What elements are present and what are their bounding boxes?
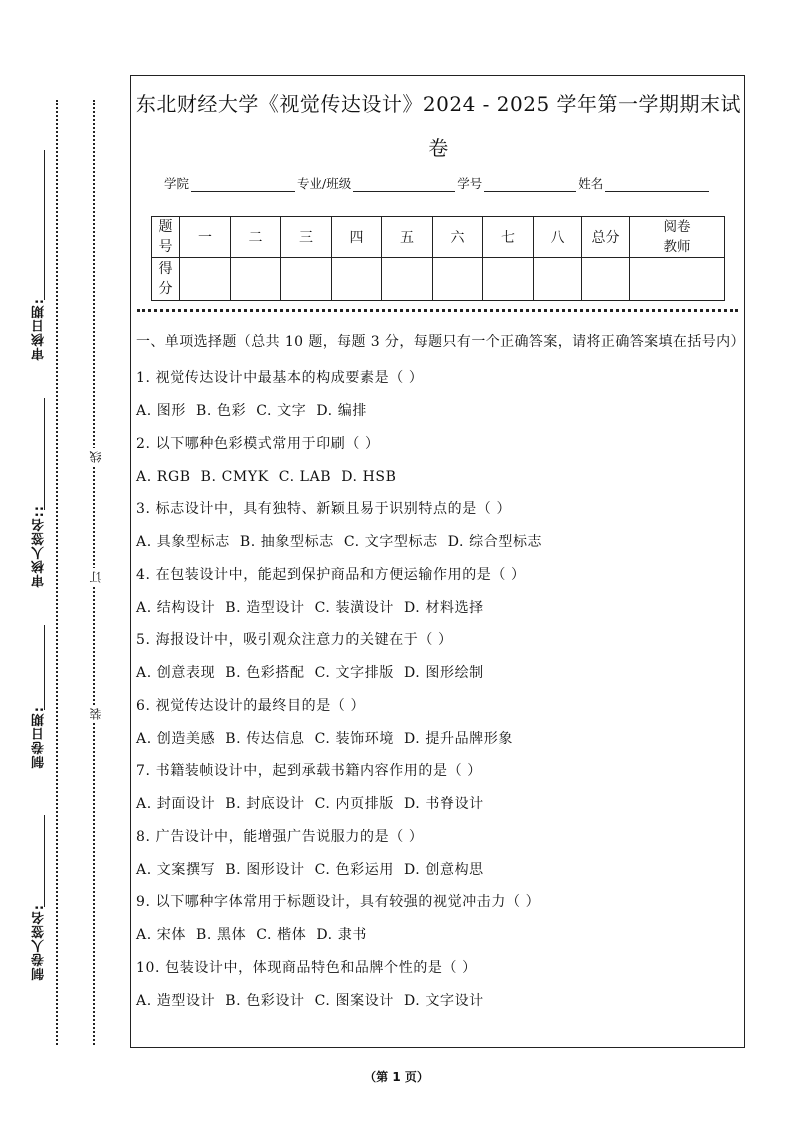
option-text: C. 内页排版 xyxy=(314,796,394,812)
page-number: （第 1 页） xyxy=(364,1070,429,1084)
option-text: D. 提升品牌形象 xyxy=(403,730,513,747)
option-text: B. CMYK xyxy=(200,468,269,485)
reviewer-signature-blank xyxy=(44,398,45,510)
review-date-label: 审核日期: xyxy=(32,298,47,361)
option-text: A. 具象型标志 xyxy=(136,534,230,550)
question-stem: 2. 以下哪种色彩模式常用于印刷（ ） xyxy=(136,435,380,452)
option-text: A. 创造美感 xyxy=(136,730,216,747)
option-text: D. 综合型标志 xyxy=(447,534,543,550)
question-options xyxy=(136,723,742,756)
question-options xyxy=(136,657,742,690)
field-label-name: 姓名 xyxy=(578,176,604,191)
col-header: 三 xyxy=(281,217,332,258)
question-stem: 5. 海报设计中，吸引观众注意力的关键在于（ ） xyxy=(136,632,453,648)
question-stem: 9. 以下哪种字体常用于标题设计，具有较强的视觉冲击力（ ） xyxy=(136,894,541,910)
option-text: A. 文案撰写 xyxy=(136,861,216,878)
question-options xyxy=(136,592,742,625)
col-header: 五 xyxy=(382,217,433,258)
question-options xyxy=(136,395,742,428)
score-cell[interactable] xyxy=(483,258,534,301)
option-text: B. 黑体 xyxy=(196,927,247,943)
option-text: D. 创意构思 xyxy=(403,861,484,878)
option-text: D. 图形绘制 xyxy=(403,665,484,681)
option-text: B. 抽象型标志 xyxy=(239,534,334,550)
option-text: A. 宋体 xyxy=(136,927,187,943)
option-text: A. 造型设计 xyxy=(136,992,216,1009)
grading-teacher-label: 阅卷 教师 xyxy=(630,217,725,258)
field-blank-college[interactable] xyxy=(191,177,295,192)
section-heading: 一、单项选择题（总共 10 题，每题 3 分，每题只有一个正确答案，请将正确答案填在括号内） xyxy=(136,334,745,350)
field-label-student-id: 学号 xyxy=(457,176,483,191)
option-text: C. 文字排版 xyxy=(314,665,394,681)
question-stem: 10. 包装设计中，体现商品特色和品牌个性的是（ ） xyxy=(136,959,477,976)
option-text: C. 装潢设计 xyxy=(314,599,394,616)
col-header: 二 xyxy=(231,217,281,258)
option-text: D. 书脊设计 xyxy=(403,796,484,812)
col-header: 六 xyxy=(433,217,483,258)
option-text: D. 隶书 xyxy=(316,927,367,943)
question-stem: 7. 书籍装帧设计中，起到承载书籍内容作用的是（ ） xyxy=(136,763,482,779)
option-text: D. 文字设计 xyxy=(403,992,484,1009)
student-info-row xyxy=(164,174,711,192)
binding-char-line: 线 xyxy=(87,448,101,466)
option-text: A. 结构设计 xyxy=(136,599,216,616)
option-text: B. 造型设计 xyxy=(225,599,305,616)
field-blank-student-id[interactable] xyxy=(484,177,576,192)
option-text: B. 图形设计 xyxy=(225,861,305,878)
question-options xyxy=(136,461,742,494)
question-number-label: 题 号 xyxy=(152,217,180,258)
col-header-total: 总分 xyxy=(582,217,630,258)
question-stem: 8. 广告设计中，能增强广告说服力的是（ ） xyxy=(136,828,424,845)
option-text: A. RGB xyxy=(136,468,191,485)
question-stem: 3. 标志设计中，具有独特、新颖且易于识别特点的是（ ） xyxy=(136,501,512,517)
question-options xyxy=(136,985,742,1018)
col-header: 四 xyxy=(332,217,382,258)
score-table-score-row xyxy=(152,258,725,301)
question-options xyxy=(136,919,742,952)
field-blank-major-class[interactable] xyxy=(353,177,455,192)
option-text: B. 色彩设计 xyxy=(225,992,305,1009)
header-separator xyxy=(137,309,738,312)
binding-char-bind: 装 xyxy=(87,705,101,723)
score-cell[interactable] xyxy=(433,258,483,301)
question-options xyxy=(136,788,742,821)
binding-dotted-line-outer xyxy=(56,100,58,1045)
option-text: A. 图形 xyxy=(136,403,187,419)
col-header: 八 xyxy=(534,217,582,258)
binding-char-staple: 订 xyxy=(87,568,101,586)
option-text: D. 编排 xyxy=(316,403,367,419)
option-text: D. 材料选择 xyxy=(403,599,484,616)
question-stem: 1. 视觉传达设计中最基本的构成要素是（ ） xyxy=(136,370,424,386)
reviewer-signature-label: 审核人签名:: xyxy=(32,505,47,588)
question-options xyxy=(136,854,742,887)
exam-title-line2: 卷 xyxy=(428,136,449,160)
question-section xyxy=(136,332,745,1017)
score-cell[interactable] xyxy=(382,258,433,301)
compiler-signature-blank xyxy=(44,815,45,907)
exam-title-line1: 东北财经大学《视觉传达设计》2024 - 2025 学年第一学期期末试 xyxy=(135,92,742,116)
score-cell[interactable] xyxy=(281,258,332,301)
col-header: 七 xyxy=(483,217,534,258)
field-label-college: 学院 xyxy=(164,176,190,191)
option-text: C. 楷体 xyxy=(256,927,307,943)
option-text: C. 文字型标志 xyxy=(343,534,438,550)
option-text: B. 色彩 xyxy=(196,403,247,419)
option-text: C. 文字 xyxy=(256,403,307,419)
score-cell[interactable] xyxy=(534,258,582,301)
compile-date-blank xyxy=(44,625,45,710)
field-blank-name[interactable] xyxy=(605,177,709,192)
question-stem: 6. 视觉传达设计的最终目的是（ ） xyxy=(136,697,366,714)
option-text: D. HSB xyxy=(341,468,397,485)
option-text: C. 装饰环境 xyxy=(314,730,394,747)
exam-frame xyxy=(130,75,745,1048)
field-label-major-class: 专业/班级 xyxy=(297,176,352,191)
option-text: B. 色彩搭配 xyxy=(225,665,305,681)
option-text: C. 图案设计 xyxy=(314,992,394,1009)
score-cell[interactable] xyxy=(231,258,281,301)
compiler-signature-label: 制卷人签名: xyxy=(32,904,47,981)
question-options xyxy=(136,526,742,559)
exam-title xyxy=(131,82,746,170)
score-table-header-row xyxy=(152,217,725,258)
compile-date-label: 制卷日期: xyxy=(32,706,47,769)
option-text: C. 色彩运用 xyxy=(314,861,394,878)
col-header: 一 xyxy=(180,217,231,258)
review-date-blank xyxy=(44,150,45,300)
score-cell[interactable] xyxy=(332,258,382,301)
option-text: A. 创意表现 xyxy=(136,665,216,681)
score-cell[interactable] xyxy=(180,258,231,301)
option-text: A. 封面设计 xyxy=(136,796,216,812)
option-text: C. LAB xyxy=(278,468,332,485)
question-stem: 4. 在包装设计中，能起到保护商品和方便运输作用的是（ ） xyxy=(136,566,526,583)
score-cell-total[interactable] xyxy=(582,258,630,301)
option-text: B. 传达信息 xyxy=(225,730,305,747)
option-text: B. 封底设计 xyxy=(225,796,305,812)
score-label: 得 分 xyxy=(152,258,180,301)
grading-teacher-cell[interactable] xyxy=(630,258,725,301)
question-list xyxy=(136,362,742,1017)
score-table xyxy=(151,216,725,301)
